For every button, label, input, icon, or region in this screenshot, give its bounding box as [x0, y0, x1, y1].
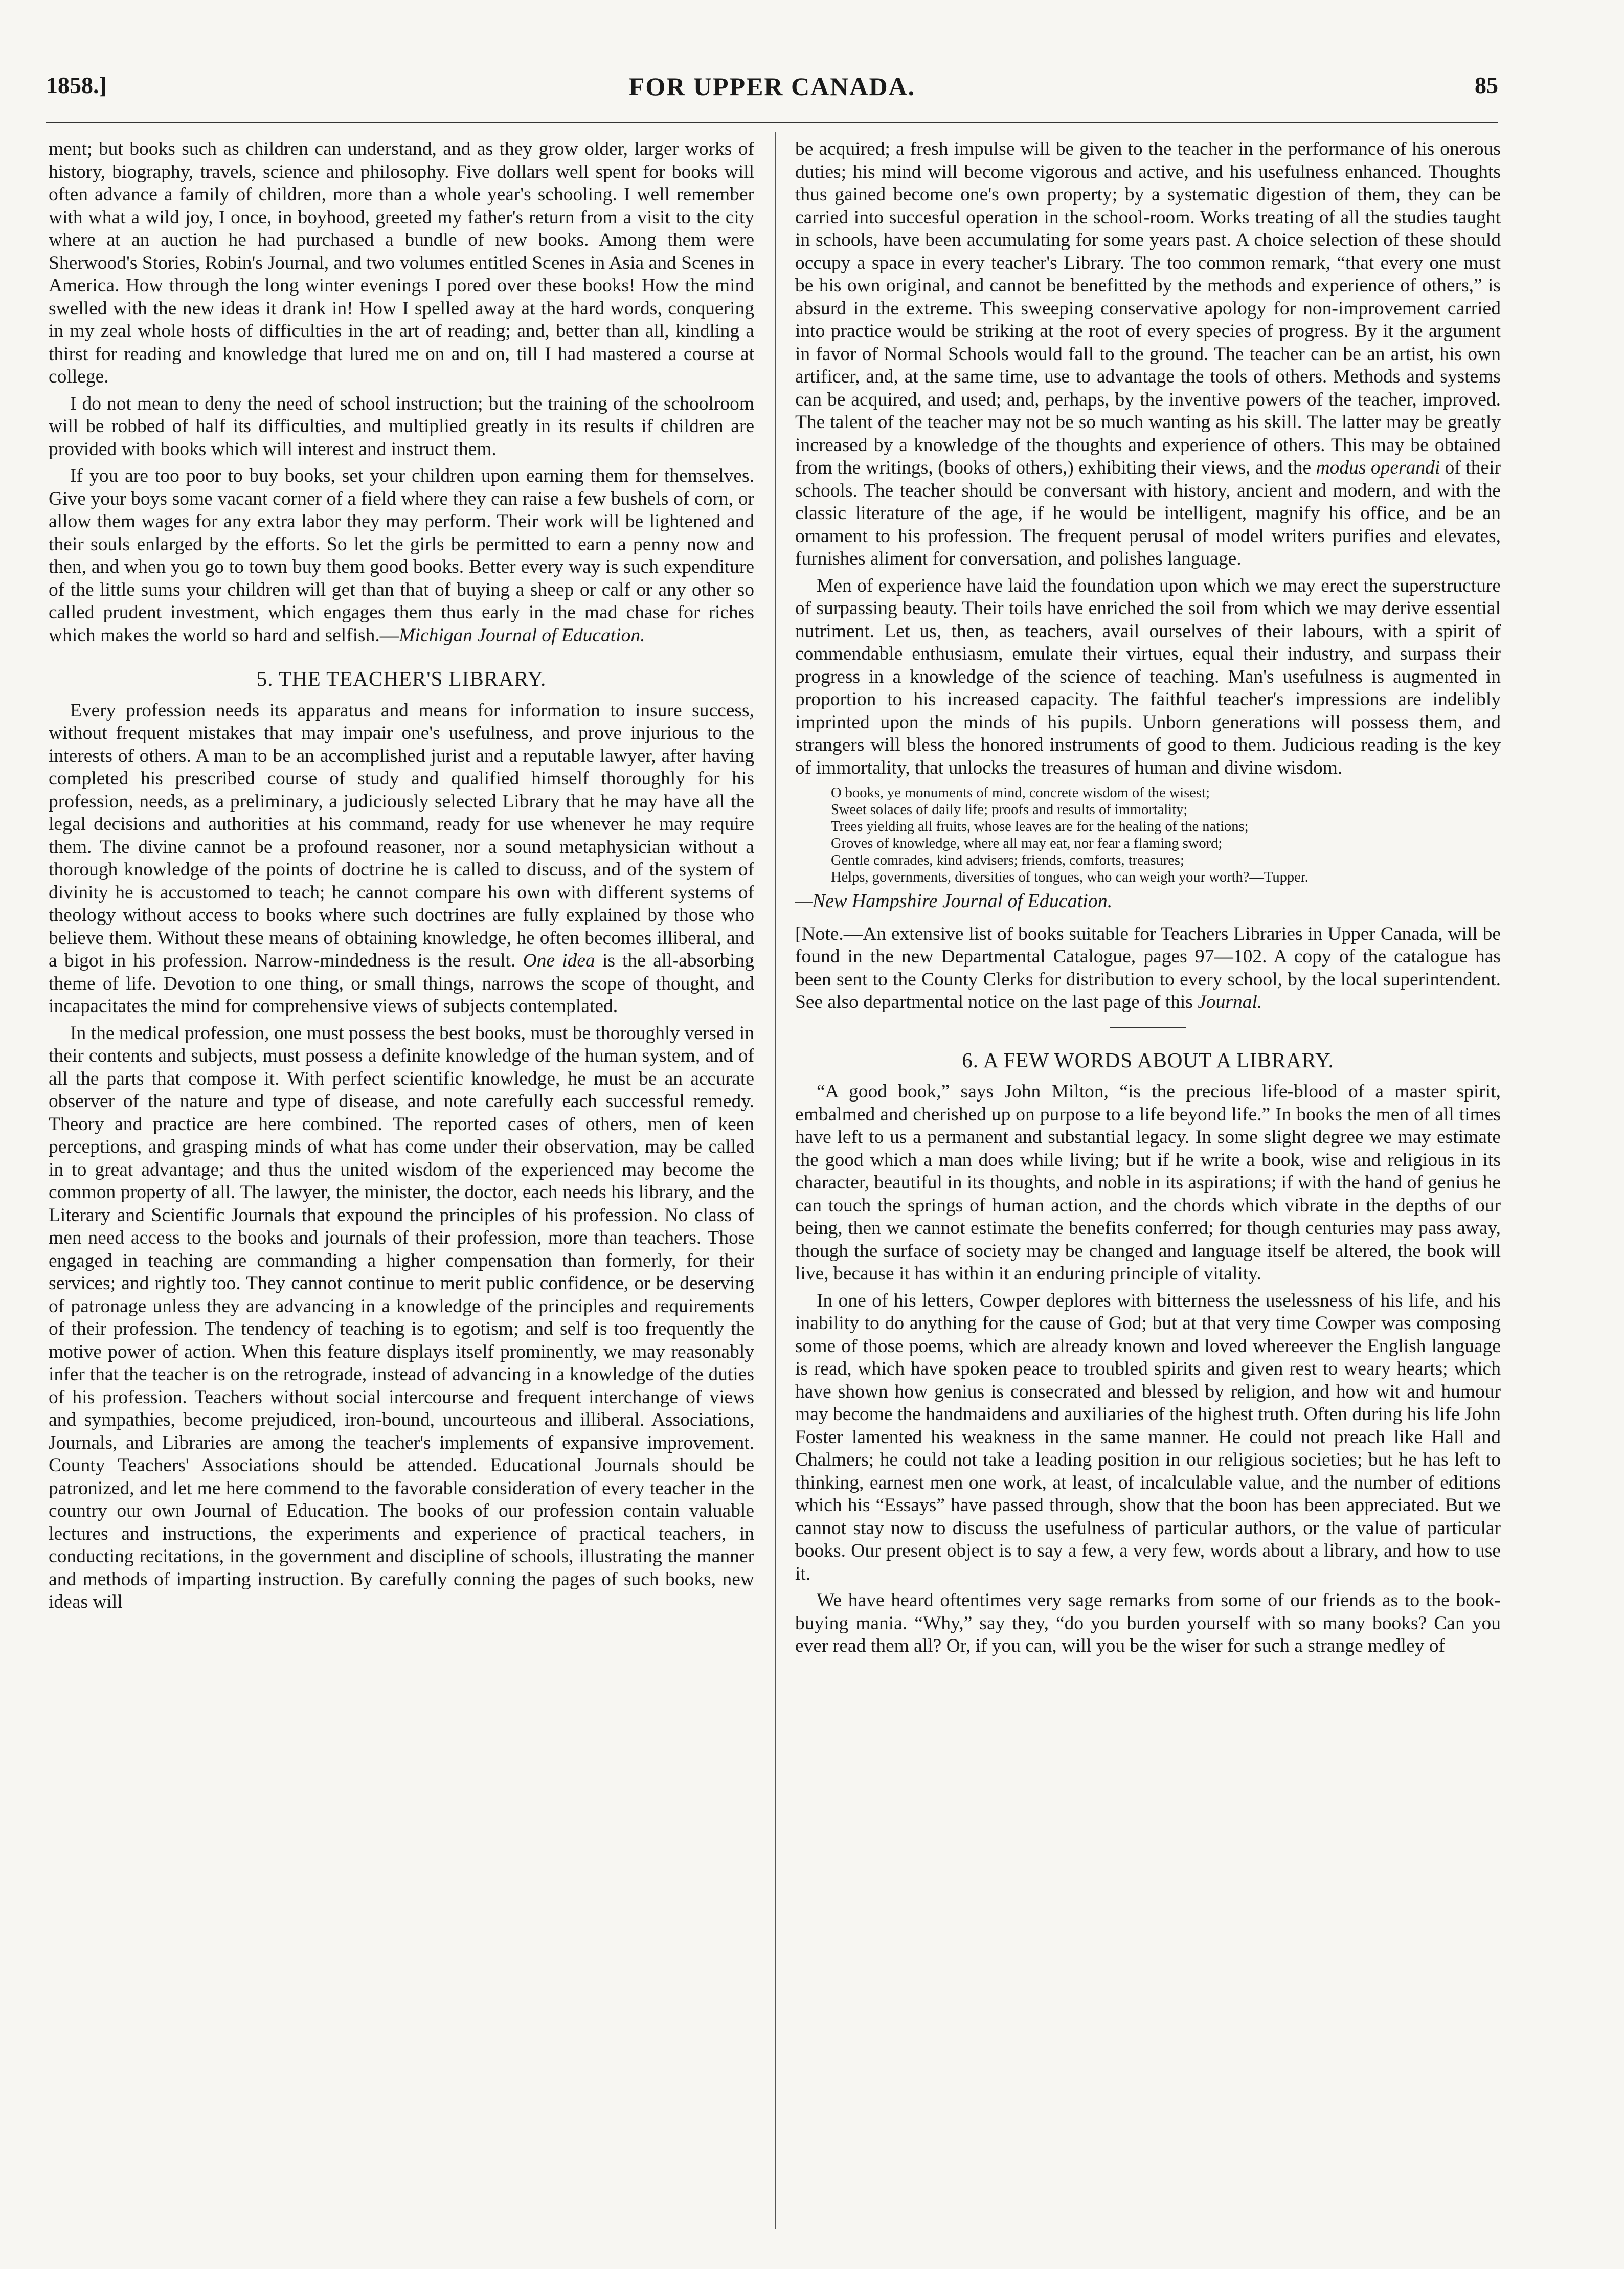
source-citation: Michigan Journal of Education.: [399, 624, 645, 646]
left-column: [49, 138, 754, 2225]
verse-line: Groves of knowledge, where all may eat, nor fear a flaming sword;: [831, 836, 1223, 851]
verse-line: Helps, governments, diversities of tongues, who can weigh your worth?—Tupper.: [831, 869, 1309, 885]
section-heading-teachers-library: 5. THE TEACHER'S LIBRARY.: [256, 667, 547, 690]
verse-line: O books, ye monuments of mind, concrete wisdom of the wisest;: [831, 785, 1210, 801]
paragraph-text: If you are too poor to buy books, set your children upon earning them for themselves. Give your boys some vacant corner of a field where they can raise a few bushels of corn, or allow them wages for any extra labor they may perform. Their work will be lightened and their souls enlarged by the efforts. So let the girls be permitted to earn a penny now and then, and when you go to town buy them good books. Better every way is such expenditure of the little sums your children will get than that of buying a sheep or calf or any other so called prudent investment, which engages them thus early in the mad chase for riches which makes the world so hard and selfish.—: [49, 465, 754, 646]
section-heading-few-words-library: 6. A FEW WORDS ABOUT A LIBRARY.: [962, 1048, 1334, 1072]
editor-note: [795, 923, 1501, 1014]
verse-line: Trees yielding all fruits, whose leaves are for the healing of the nations;: [831, 819, 1249, 835]
header-year: 1858.]: [46, 72, 107, 98]
paragraph: ment; but books such as children can understand, and as they grow older, larger works of history, biography, travels, science and philosophy. Five dollars well spent for books will often advance a family of children, more than a whole year's schooling. I well remember with what a wild joy, I once, in boyhood, greeted my father's return from a visit to the city where at an auction he had purchased a bundle of new books. Among them were Sherwood's Stories, Robin's Journal, and two volumes entitled Scenes in Asia and Scenes in America. How through the long winter evenings I pored over these books! How the mind swelled with the new ideas it drank in! How I spelled away at the hard words, conquering in my zeal whole hosts of difficulties in the art of reading; and, better than all, kindling a thirst for reading and knowledge that lured me on and on, till I had mastered a course at college.: [49, 139, 754, 387]
note-text: —An extensive list of books suitable for Teachers Libraries in Upper Canada, will be found in the new Departmental Catalogue, pages 97—102. A copy of the catalogue has been sent to the County Clerks for distribution to every school, by the local superintendent. See also departmental notice on the last page of this: [795, 923, 1501, 1013]
paragraph: [795, 138, 1501, 571]
paragraph: [49, 465, 754, 647]
paragraph-text: Every profession needs its apparatus and means for information to insure success, without frequent mistakes that may impair one's usefulness, and prove injurious to the interests of others. A man to be an accomplished jurist and a reputable lawyer, after having completed his prescribed course of study and qualified himself thoroughly for his profession, needs, as a preliminary, a judiciously selected Library that he may have all the legal decisions and authorities at his command, ready for use whenever he may require them. The divine cannot be a profound reasoner, nor a sound metaphysician without a thorough knowledge of the points of doctrine he is called to discuss, and of the system of divinity he is accustomed to teach; he cannot compare his own with different systems of theology without access to books where such doctrines are fully explained by those who believe them. Without these means of obtaining knowledge, he often becomes illiberal, and a bigot in his profession. Narrow-mindedness is the result.: [49, 700, 754, 971]
paragraph: In the medical profession, one must possess the best books, must be thoroughly versed in their contents and subjects, must possess a definite knowledge of the human system, and of all the parts that compose it. With perfect scientific knowledge, he must be an accurate observer of the nature and type of disease, and note carefully each successful remedy. Theory and practice are here combined. The reported cases of others, men of keen perceptions, and grasping minds of what has come under their observation, may be called in to great advantage; and thus the united wisdom of the experienced may become the common property of all. The lawyer, the minister, the doctor, each needs his library, and the Literary and Scientific Journals that expound the principles of his profession. No class of men need access to the books and journals of their profession, more than teachers. Those engaged in teaching are commanding a higher compensation than formerly, for their services; and rightly too. They cannot continue to merit public confidence, or be deserving of patronage unless they are advancing in a knowledge of the principles and requirements of their profession. The tendency of teaching is to egotism; and self is too frequently the motive power of action. When this feature displays itself prominently, we may reasonably infer that the teacher is on the retrograde, instead of advancing in a knowledge of the duties of his profession. Teachers without social intercourse and frequent interchange of views and sympathies, become prejudiced, iron-bound, uncourteous and illiberal. Associations, Journals, and Libraries are among the teacher's implements of expansive improvement. County Teachers' Associations should be attended. Educational Journals should be patronized, and let me here commend to the favorable consideration of every teacher in the country our own Journal of Education. The books of our profession contain valuable lectures and instructions, the experiments and experience of practical teachers, in conducting recitations, in the government and discipline of schools, illustrating the manner and methods of imparting instruction. By carefully conning the pages of such books, new ideas will: [49, 1022, 754, 1612]
paragraph: In one of his letters, Cowper deplores with bitterness the uselessness of his life, and his inability to do anything for the cause of God; but at that very time Cowper was composing some of those poems, which are already known and loved whereever the English language is read, which have spoken peace to troubled spirits and given rest to weary hearts; which have shown how genius is consecrated and blessed by religion, and how wit and humour may become the handmaidens and auxiliaries of the highest truth. Often during his life John Foster lamented his weakness in the same manner. He could not preach like Hall and Chalmers; he could not take a leading position in our religious societies; but he has left to thinking, earnest men one work, at least, of incalculable value, and the number of editions which his “Essays” have passed through, show that the boon has been appreciated. But we cannot stay now to discuss the usefulness of particular authors, or the value of particular books. Our present object is to say a few, a very few, words about a library, and how to use it.: [795, 1290, 1501, 1584]
right-column: [795, 138, 1501, 2225]
paragraph: “A good book,” says John Milton, “is the precious life-blood of a master spirit, embalmed and cherished up on purpose to a life beyond life.” In books the men of all times have left to us a permanent and substantial legacy. In some slight degree we may estimate the good which a man does while living; but if he write a book, wise and religious in its character, beautiful in its thoughts, and noble in its aspirations; if with the hand of genius he can touch the springs of human action, and the chords which vibrate in the depths of our being, then we cannot estimate the benefits conferred; for though centuries may pass away, though the surface of society may be changed and language itself be altered, the book will live, because it has within it an enduring principle of vitality.: [795, 1081, 1501, 1284]
section-separator: [1110, 1027, 1186, 1028]
source-attribution: —New Hampshire Journal of Education.: [795, 890, 1113, 912]
verse-line: Gentle comrades, kind advisers; friends, comforts, treasures;: [831, 852, 1184, 868]
header-title: FOR UPPER CANADA.: [628, 72, 916, 101]
paragraph: Men of experience have laid the foundation upon which we may erect the superstructure of surpassing beauty. Their toils have enriched the soil from which we may derive essential nutriment. Let us, then, as teachers, avail ourselves of their labours, with a spirit of commendable enthusiasm, emulate their virtues, equal their industry, and surpass their progress in a knowledge of the science of teaching. Man's usefulness is augmented in proportion to his increased capacity. The faithful teacher's impressions are indelibly imprinted upon the minds of his pupils. Unborn generations will possess them, and strangers will bless the honored instruments of good to them. Judicious reading is the key of immortality, that unlocks the treasures of human and divine wisdom.: [795, 575, 1501, 778]
emphasis: modus operandi: [1316, 457, 1440, 478]
emphasis: Journal.: [1198, 992, 1262, 1013]
note-label: [Note.: [795, 923, 844, 945]
paragraph: [49, 700, 754, 1018]
paragraph: I do not mean to deny the need of school instruction; but the training of the schoolroom will be robbed of half its difficulties, and multiplied greatly in its results if children are provided with books which will interest and instruct them.: [49, 393, 754, 460]
paragraph-text: is the all-absorbing theme of life. Devotion to one thing, or small things, narrows the scope of thought, and incapacitates the mind for comprehensive views of subjects contemplated.: [49, 950, 754, 1017]
verse-line: Sweet solaces of daily life; proofs and results of immortality;: [831, 802, 1188, 818]
verse-block: [831, 784, 1501, 886]
paragraph: We have heard oftentimes very sage remarks from some of our friends as to the book-buying mania. “Why,” say they, “do you burden yourself with so many books? Can you ever read them all? Or, if you can, will you be the wiser for such a strange medley of: [795, 1590, 1501, 1656]
emphasis: One idea: [523, 950, 595, 971]
column-divider: [775, 132, 776, 2229]
page-header: [46, 61, 1498, 113]
header-rule: [46, 122, 1498, 123]
paragraph-text: of their schools. The teacher should be conversant with history, ancient and modern, and with the classic literature of the age, if he would be intelligent, magnify his office, and be an ornament to his profession. The frequent perusal of model writers purifies and elevates, furnishes aliment for conversation, and polishes language.: [795, 457, 1501, 569]
paragraph-text: be acquired; a fresh impulse will be given to the teacher in the performance of his onerous duties; his mind will become vigorous and active, and his usefulness enhanced. Thoughts thus gained become one's own property; by a systematic digestion of them, they can be carried into succesful operation in the school-room. Works treating of all the studies taught in schools, have been accumulating for some years past. A choice selection of these should occupy a space in every teacher's Library. The too common remark, “that every one must be his own original, and cannot be benefitted by the methods and experience of others,” is absurd in the extreme. This sweeping conservative apology for non-improvement carried into practice would be striking at the root of every species of progress. By it the argument in favor of Normal Schools would fall to the ground. The teacher can be an artist, his own artificer, and, at the same time, use to advantage the tools of others. Methods and systems can be acquired, and used; and, perhaps, by the inventive powers of the teacher, improved. The talent of the teacher may not be so much wanting as his skill. The latter may be greatly increased by a knowledge of the thoughts and experience of others. This may be obtained from the writings, (books of others,) exhibiting their views, and the: [795, 139, 1501, 478]
page-number: 85: [1475, 72, 1498, 98]
